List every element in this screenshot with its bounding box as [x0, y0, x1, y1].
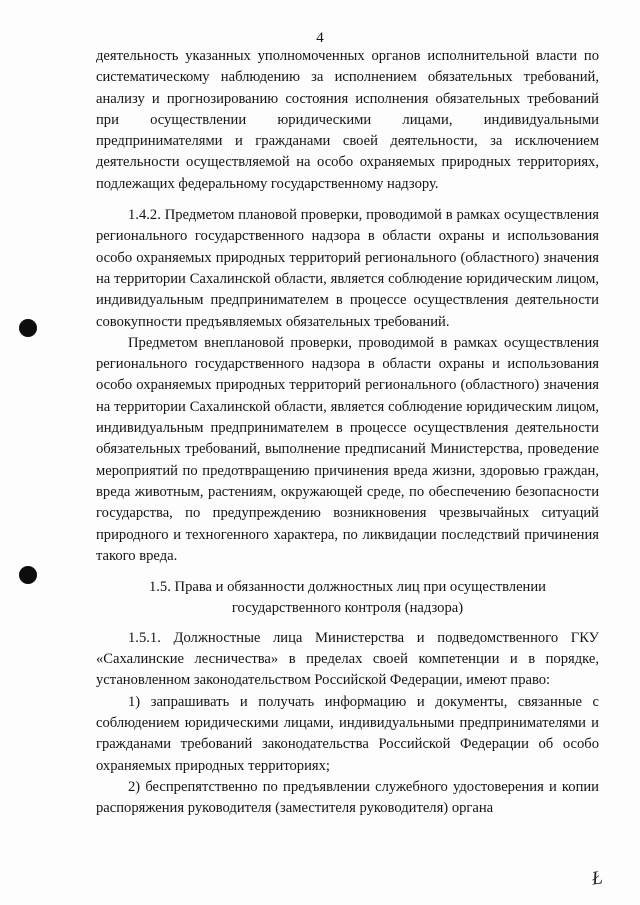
- paragraph-oversight-continuation: деятельность указанных уполномоченных органов исполнительной власти по систематическому наблюдению за исполнением обязательных требований, анализу и прогнозированию состояния исполнения обязательных требований при осуществлении юридическими лицами, индивидуальными предпринимателями и гражданами своей деятельности, за исключением деятельности осуществляемой на особо охраняемых природных территориях, подлежащих федеральному государственному надзору.: [96, 48, 599, 192]
- section-heading-line-2: государственного контроля (надзора): [231, 600, 464, 617]
- section-heading: [96, 577, 599, 620]
- list-item-unimpeded-access: 2) беспрепятственно по предъявлении служебного удостоверения и копии распоряжения руководителя (заместителя руководителя) органа: [96, 778, 599, 817]
- paragraph-planned-inspection: 1.4.2. Предметом плановой проверки, проводимой в рамках осуществления регионального государственного надзора в области охраны и использования особо охраняемых природных территорий регионального (областного) значения на территории Сахалинской области, является соблюдение юридическим лицом, индивидуальным предпринимателем в процессе осуществления деятельности совокупности предъявляемых обязательных требований.: [96, 207, 599, 330]
- binder-hole-lower: [19, 566, 37, 584]
- paragraph-officials-rights: 1.5.1. Должностные лица Министерства и подведомственного ГКУ «Сахалинские лесничества» в пределах своей компетенции и в порядке, установленном законодательством Российской Федерации, имеют право:: [96, 629, 599, 689]
- section-heading-line-1: 1.5. Права и обязанности должностных лиц при осуществлении: [148, 579, 546, 596]
- page-number: 4: [316, 30, 324, 46]
- binder-hole-upper: [19, 319, 37, 337]
- document-body: [96, 46, 599, 819]
- handwritten-initial-mark: Ł: [590, 867, 604, 890]
- list-item-request-information: 1) запрашивать и получать информацию и документы, связанные с соблюдением юридическими лицами, индивидуальными предпринимателями и гражданами требований законодательства Российской Федерации об особо охраняемых природных территориях;: [96, 693, 599, 774]
- paragraph-unscheduled-inspection: Предметом внеплановой проверки, проводимой в рамках осуществления регионального государственного надзора в области охраны и использования особо охраняемых природных территорий регионального (областного) значения на территории Сахалинской области, является соблюдение юридическим лицом, индивидуальным предпринимателем в процессе осуществления деятельности обязательных требований, выполнение предписаний Министерства, проведение мероприятий по предотвращению причинения вреда жизни, здоровью граждан, вреда животным, растениям, окружающей среде, по обеспечению безопасности государства, по предупреждению возникновения чрезвычайных ситуаций природного и техногенного характера, по ликвидации последствий причинения такого вреда.: [96, 334, 599, 564]
